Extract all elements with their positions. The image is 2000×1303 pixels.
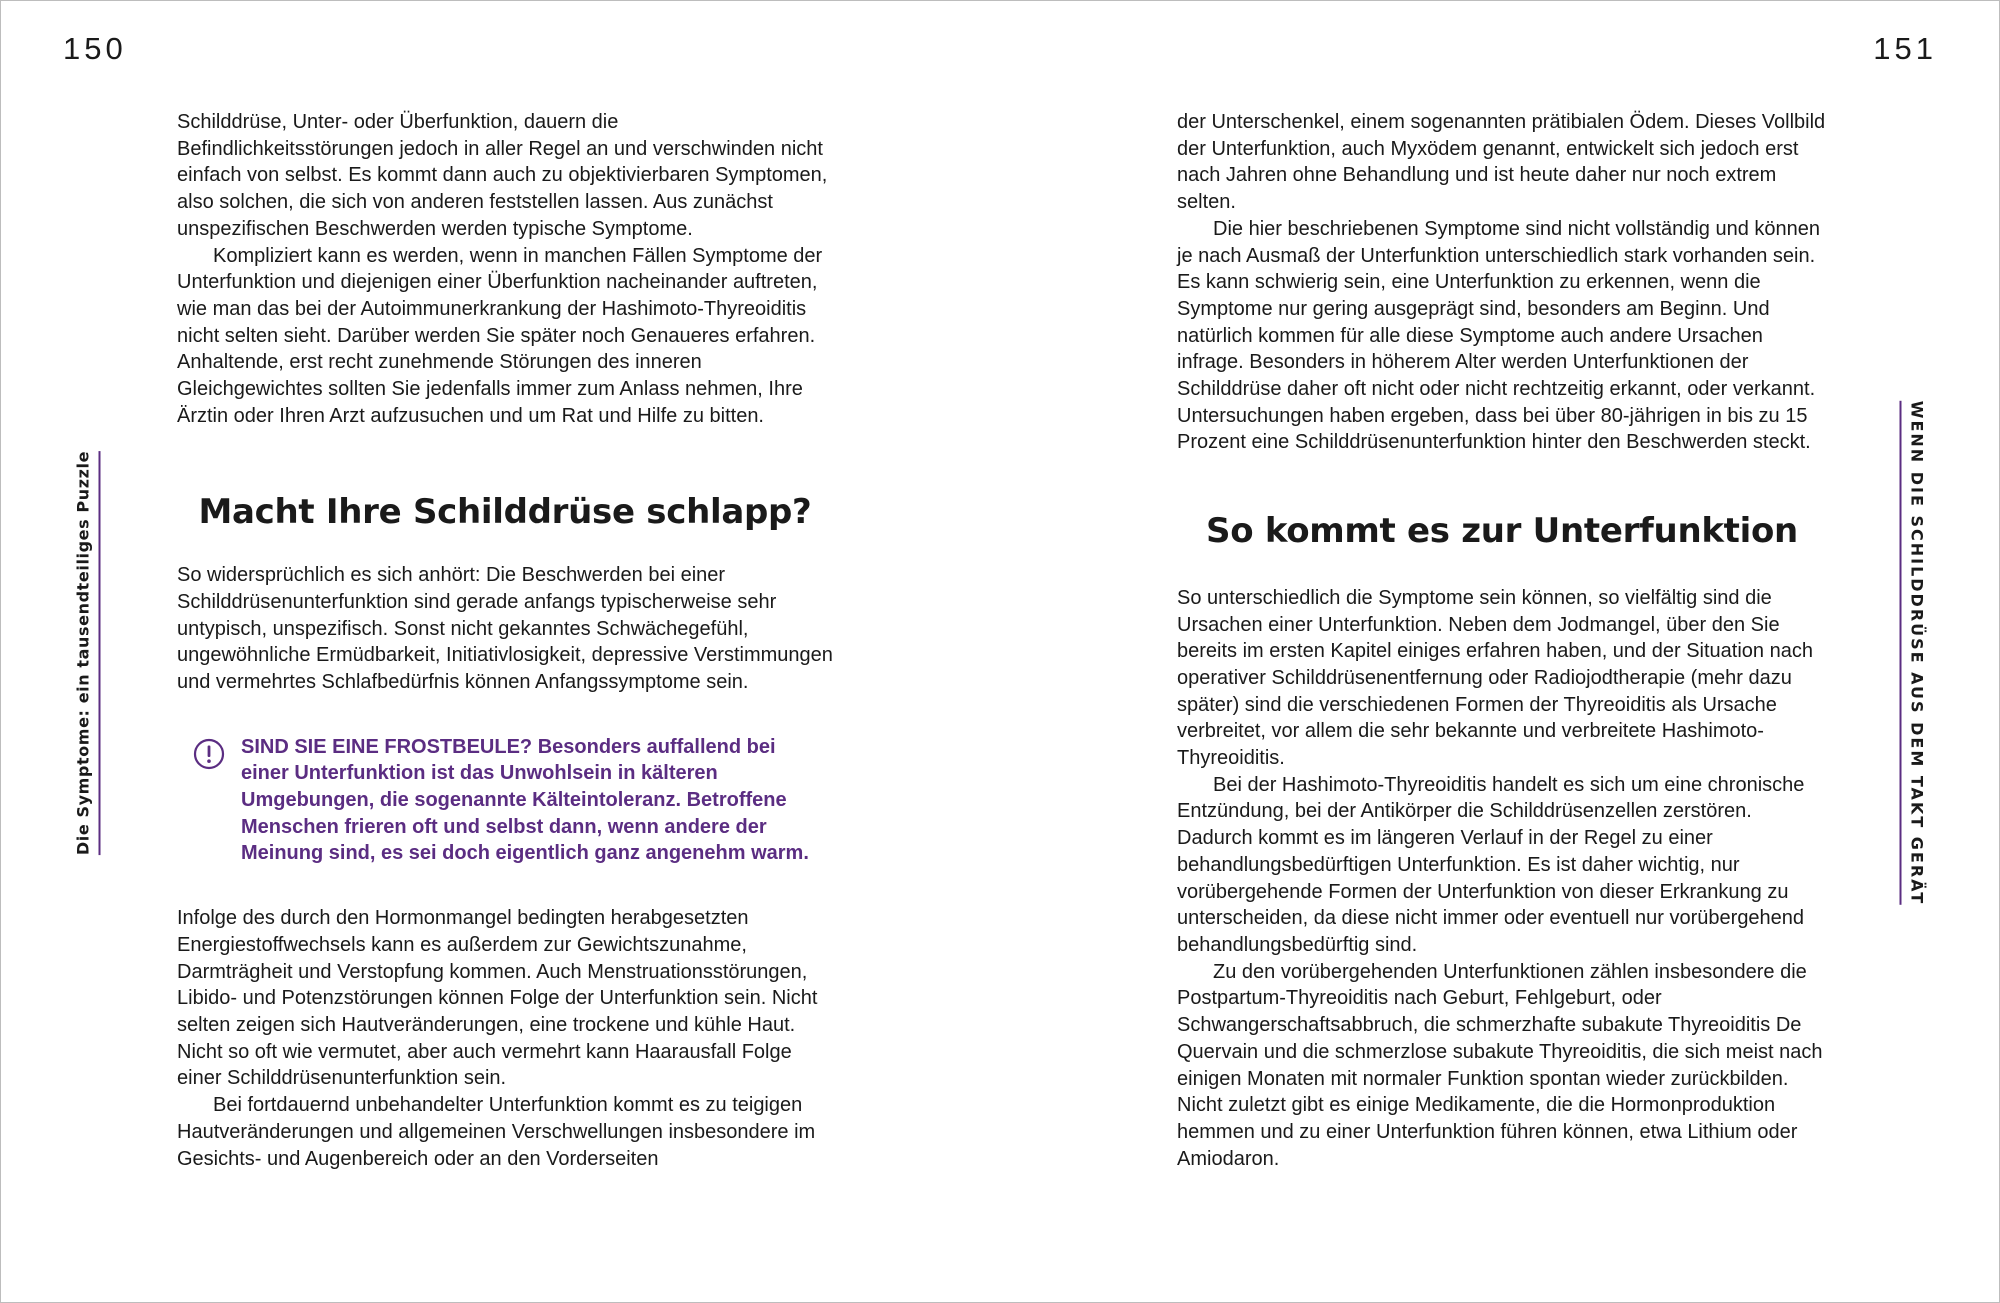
tip-callout [193, 734, 833, 868]
callout-text: SIND SIE EINE FROSTBEULE? Besonders auffallend bei einer Unterfunktion ist das Unwohlsein in kälteren Umgebungen, die sogenannte Kälteintoleranz. Betroffene Menschen frieren oft und selbst dann, wenn andere der Meinung sind, es sei doch eigentlich ganz angenehm warm. [241, 735, 809, 865]
body-paragraph: der Unterschenkel, einem sogenannten prätibialen Ödem. Dieses Vollbild der Unterfunktion, auch Myxödem genannt, entwickelt sich jedoch erst nach Jahren ohne Behandlung und ist heute daher nur noch extrem selten. [1177, 111, 1826, 214]
right-page-column [1177, 109, 1827, 1172]
body-paragraph: Die hier beschriebenen Symptome sind nicht vollständig und können je nach Ausmaß der Unterfunktion unterschiedlich stark vorhanden sein. Es kann schwierig sein, eine Unterfunktion zu erkennen, wenn die Symptome nur gering ausgeprägt sind, besonders am Beginn. Und natürlich kommen für alle diese Symptome auch andere Ursachen infrage. Besonders in höherem Alter werden Unterfunktionen der Schilddrüse daher oft nicht oder nicht rechtzeitig erkannt, oder verkannt. Untersuchungen haben ergeben, dass bei über 80-jährigen in bis zu 15 Prozent eine Schilddrüsenunterfunktion hinter den Beschwerden steckt. [1177, 217, 1821, 454]
body-paragraph: Zu den vorübergehenden Unterfunktionen zählen insbesondere die Postpartum-Thyreoiditis nach Geburt, Fehlgeburt, oder Schwangerschaftsabbruch, die schmerzhafte subakute Thyreoiditis De Quervain und die schmerzlose subakute Thyreoiditis, die sich meist nach einigen Monaten mit normaler Funktion spontan wieder zurückbilden. Nicht zuletzt gibt es einige Medikamente, die die Hormonproduktion hemmen und zu einer Unterfunktion führen können, etwa Lithium oder Amiodaron. [1177, 960, 1823, 1170]
section-heading: Macht Ihre Schilddrüse schlapp? [198, 492, 812, 533]
body-paragraph: So unterschiedlich die Symptome sein können, so vielfältig sind die Ursachen einer Unterfunktion. Neben dem Jodmangel, über den Sie bereits im ersten Kapitel einiges erfahren haben, und der Situation nach operativer Schilddrüsenentfernung oder Radiojodtherapie (mehr dazu später) sind die verschiedenen Formen der Thyreoiditis als Ursache verbreitet, vor allem die sehr bekannte und verbreitete Hashimoto-Thyreoiditis. [1177, 586, 1813, 770]
body-paragraph: Bei der Hashimoto-Thyreoiditis handelt es sich um eine chronische Entzündung, bei der Antikörper die Schilddrüsenzellen zerstören. Dadurch kommt es im längeren Verlauf in der Regel zu einer behandlungsbedürftigen Unterfunktion. Es ist daher wichtig, nur vorübergehende Formen der Unterfunktion von dieser Erkrankung zu unterscheiden, da diese nicht immer oder eventuell nur vorübergehend behandlungsbedürftig sind. [1177, 773, 1805, 956]
page-number-left: 150 [63, 31, 127, 66]
body-paragraph: So widersprüchlich es sich anhört: Die Beschwerden bei einer Schilddrüsenunterfunktion sind gerade anfangs typischerweise sehr untypisch, unspezifisch. Sonst nicht gekanntes Schwächegefühl, ungewöhnliche Ermüdbarkeit, Initiativlosigkeit, depressive Verstimmungen und vermehrtes Schlafbedürfnis können Anfangssymptome sein. [177, 564, 833, 693]
running-head-left: Die Symptome: ein tausendteiliges Puzzle [74, 451, 101, 855]
body-paragraph: Bei fortdauernd unbehandelter Unterfunktion kommt es zu teigigen Hautveränderungen und allgemeinen Verschwellungen insbesondere im Gesichts- und Augenbereich oder an den Vorderseiten [177, 1094, 816, 1170]
body-paragraph: Kompliziert kann es werden, wenn in manchen Fällen Symptome der Unterfunktion und diejenigen einer Überfunktion nacheinander auftreten, wie man das bei der Autoimmunerkrankung der Hashimoto-Thyreoiditis nicht selten sieht. Darüber werden Sie später noch Genaueres erfahren. Anhaltende, erst recht zunehmende Störungen des inneren Gleichgewichtes sollten Sie jedenfalls immer zum Anlass nehmen, Ihre Ärztin oder Ihren Arzt aufzusuchen und um Rat und Hilfe zu bitten. [177, 244, 823, 427]
left-page-column [177, 109, 833, 1172]
page-number-right: 151 [1873, 31, 1937, 66]
running-head-right: WENN DIE SCHILDDRÜSE AUS DEM TAKT GERÄT [1900, 401, 1927, 905]
body-paragraph: Schilddrüse, Unter- oder Überfunktion, dauern die Befindlichkeitsstörungen jedoch in aller Regel an und verschwinden nicht einfach von selbst. Es kommt dann auch zu objektivierbaren Symptomen, also solchen, die sich von anderen feststellen lassen. Aus zunächst unspezifischen Beschwerden werden typische Symptome. [177, 111, 828, 240]
exclamation-circle-icon [193, 738, 225, 770]
section-heading: So kommt es zur Unterfunktion [1206, 511, 1798, 552]
body-paragraph: Infolge des durch den Hormonmangel bedingten herabgesetzten Energiestoffwechsels kann es außerdem zur Gewichtszunahme, Darmträgheit und Verstopfung kommen. Auch Menstruationsstörungen, Libido- und Potenzstörungen können Folge der Unterfunktion sein. Nicht selten zeigen sich Hautveränderungen, eine trockene und kühle Haut. Nicht so oft wie vermutet, aber auch vermehrt kann Haarausfall Folge einer Schilddrüsenunterfunktion sein. [177, 907, 818, 1090]
